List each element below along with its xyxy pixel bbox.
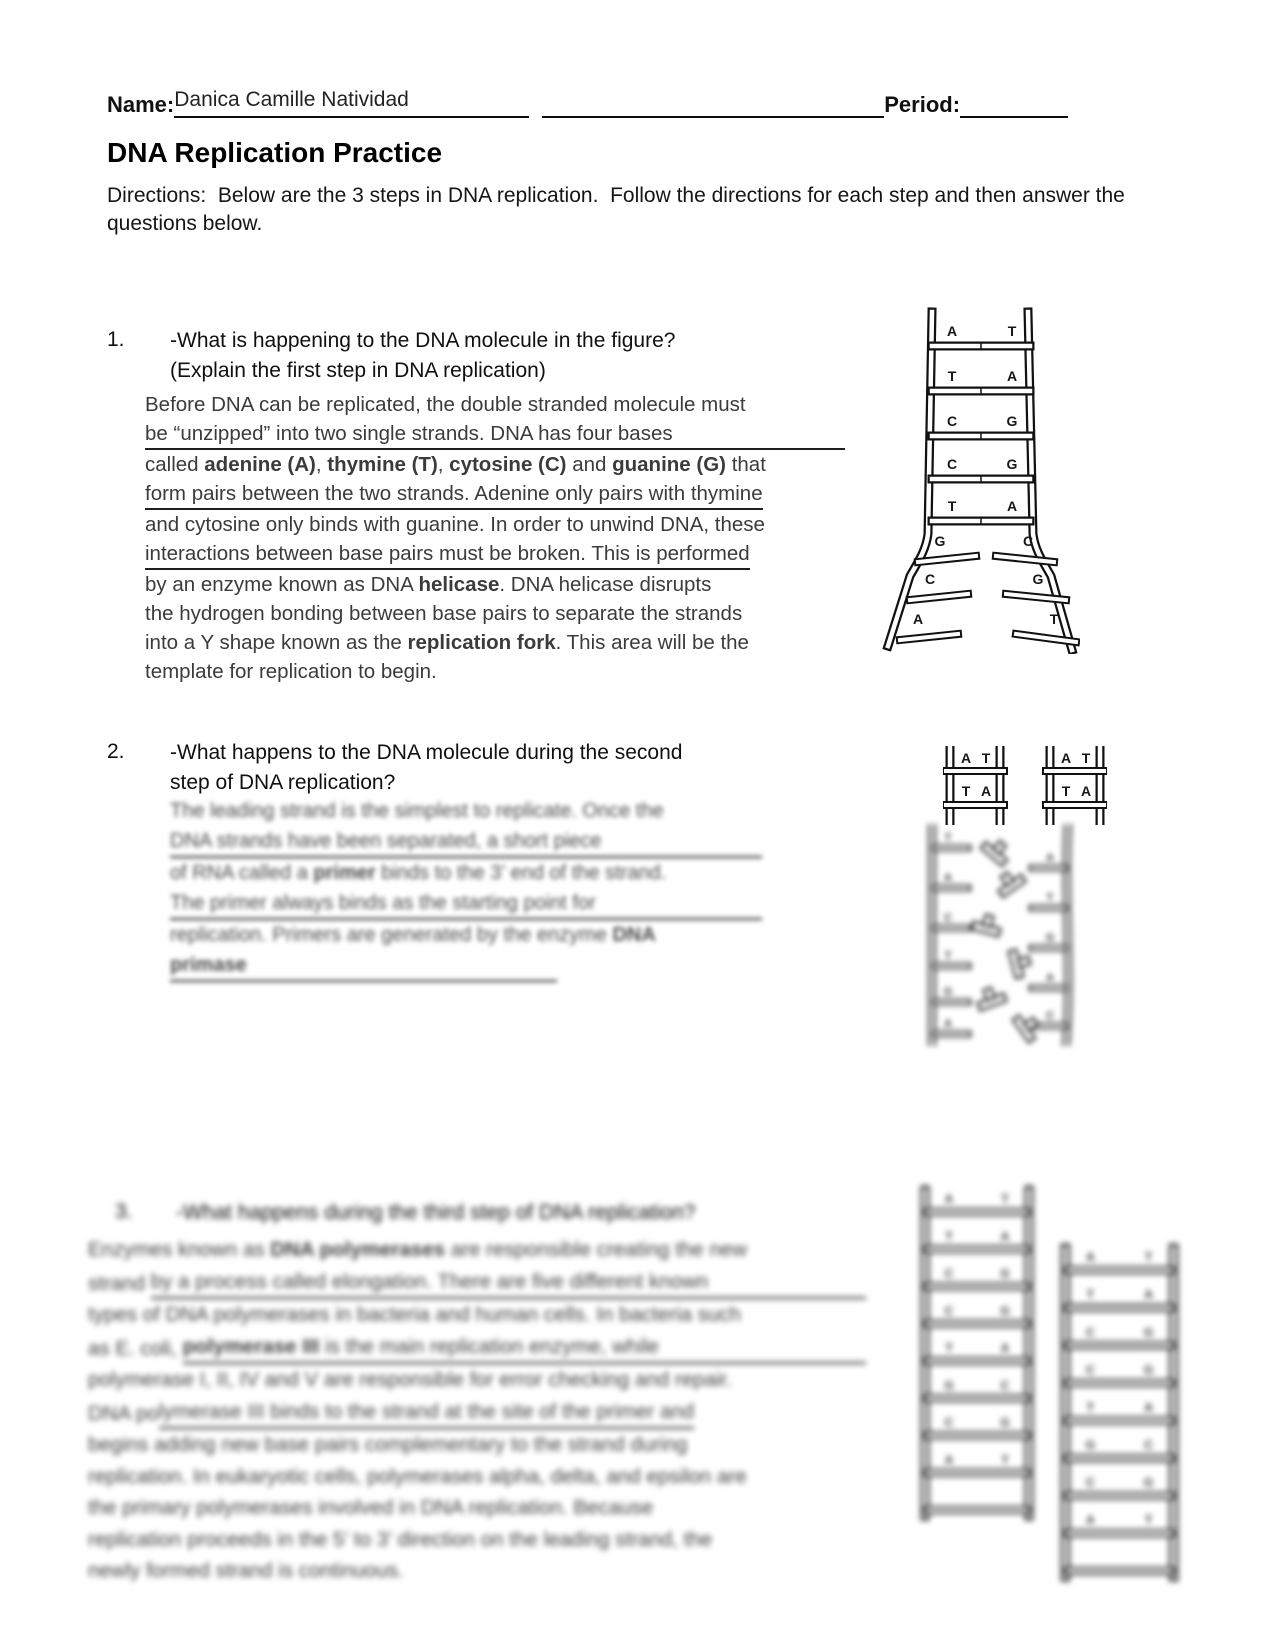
q3-question: -What happens during the third step of DNA replication? [176,1201,696,1224]
svg-text:G: G [1143,1325,1154,1340]
svg-text:T: T [1144,1250,1153,1265]
svg-text:G: G [1032,571,1044,587]
svg-text:C: C [1022,533,1034,549]
svg-text:G: G [934,533,946,549]
svg-text:A: A [912,611,924,627]
svg-text:A: A [980,783,992,799]
figure-separated-strands-blurred [924,824,1076,1046]
svg-text:T: T [1049,611,1059,627]
svg-text:A: A [1080,783,1092,799]
svg-text:A: A [1085,1250,1095,1265]
svg-text:A: A [946,323,958,339]
q3-number: 3. [115,1200,133,1223]
q1-question: -What is happening to the DNA molecule in the figure? (Explain the first step in DNA replication) [170,329,676,382]
svg-text:A: A [1006,498,1018,514]
figure-dna-ladder-right-blurred [1055,1242,1185,1582]
svg-text:T: T [1007,323,1017,339]
svg-text:C: C [944,1266,954,1281]
svg-text:T: T [1086,1400,1095,1415]
svg-text:T: T [1144,1513,1153,1528]
svg-text:G: G [1045,932,1055,944]
svg-text:C: C [944,912,952,924]
svg-text:A: A [1060,750,1072,766]
svg-text:T: T [1001,1192,1009,1206]
svg-text:G: G [1000,1303,1010,1318]
svg-text:A: A [944,1192,954,1206]
svg-text:T: T [947,368,957,384]
svg-text:A: A [1000,1341,1010,1355]
svg-text:A: A [1085,1513,1095,1528]
svg-text:G: G [1000,1415,1010,1430]
q1-answer: Before DNA can be replicated, the double stranded molecule must be “unzipped” into two single strands. DNA has four bases called adenine (A) , thymine (T) , cytosine (C) and guanine (G) that form pairs between the two strands. Adenine only pairs with thymine and cytosine only binds with guanine. In order to unwind DNA, these interactions between base pairs must be broken. This is performed by an enzyme known as DNA helicase . DNA helicase disrupts the hydrogen bonding between base pairs to separate the strands into a Y shape known as the replication fork . This area will be the template for replication to begin. [145,390,845,686]
svg-text:G: G [1143,1363,1154,1377]
svg-text:T: T [1061,783,1071,799]
q2-answer-blurred: The leading strand is the simplest to replicate. Once the DNA strands have been separated, a short piece of RNA called a primer binds to the 3’ end of the strand. The primer always binds as the starting point for replication. Primers are generated by the enzyme DNA primase [170,796,762,982]
svg-text:A: A [1006,368,1018,384]
svg-text:T: T [1046,892,1054,904]
svg-text:C: C [1085,1363,1095,1377]
svg-text:A: A [960,750,972,766]
svg-text:G: G [943,986,953,998]
svg-text:C: C [1085,1475,1095,1490]
svg-text:C: C [946,456,958,472]
svg-text:G: G [1085,1438,1096,1453]
svg-text:T: T [981,750,991,766]
svg-text:A: A [1000,1229,1010,1244]
svg-text:C: C [1046,1010,1054,1022]
svg-text:A: A [1144,1287,1154,1302]
svg-text:A: A [1046,972,1054,984]
svg-text:T: T [945,1341,953,1355]
q2-number: 2. [107,740,125,763]
q3-answer: Enzymes known as DNA polymerases are responsible creating the new strand by a process called elongation. There are five different known types of DNA polymerases in bacteria and human cells. In bacteria such as E. coli, polymerase III is the main replication enzyme, while polymerase I, II, IV and V are responsible for error checking and repair. DNA po lymerase III binds to the strand at the site of the primer and begins adding new base pairs complementary to the strand during replication. In eukaryotic cells, polymerases alpha, delta, and epsilon are the primary polymerases involved in DNA replication. Because replication proceeds in the 5’ to 3’ direction on the leading strand, the newly formed strand is continuous. [88,1234,866,1587]
svg-text:T: T [1001,1452,1009,1467]
svg-text:A: A [944,1452,954,1467]
q1-number: 1. [107,328,125,351]
svg-text:G: G [1006,456,1018,472]
svg-text:G: G [944,1378,954,1393]
svg-text:C: C [944,1303,954,1318]
q2-question: -What happens to the DNA molecule during the second step of DNA replication? [170,741,683,794]
svg-text:T: T [947,498,957,514]
page-title: DNA Replication Practice [107,137,443,168]
name-label: Name: [107,92,175,117]
svg-text:A: A [944,1018,952,1030]
svg-text:T: T [1086,1287,1095,1302]
svg-text:C: C [1144,1438,1154,1453]
figure-dna-ladder-left-blurred [915,1184,1040,1521]
svg-text:G: G [1143,1475,1154,1490]
svg-text:C: C [1000,1378,1010,1393]
svg-text:T: T [1081,750,1091,766]
q3-block-blurred [88,1198,866,1587]
name-blank-line [542,88,884,118]
directions-text: Directions: Below are the 3 steps in DNA replication. Follow the directions for each step and then answer the questions below. [107,184,1131,235]
svg-text:T: T [944,950,952,962]
svg-text:A: A [944,872,952,884]
svg-text:A: A [1144,1400,1154,1415]
figure-strand-tops [943,746,1107,825]
name-value-field: Danica Camille Natividad [174,88,529,118]
svg-text:T: T [961,783,971,799]
svg-text:C: C [946,413,958,429]
figure-replication-fork [880,302,1080,654]
svg-text:C: C [924,571,936,587]
svg-text:T: T [944,832,952,844]
svg-text:T: T [945,1229,953,1244]
svg-text:A: A [1046,852,1054,864]
period-label: Period: [884,92,961,117]
svg-text:G: G [1000,1266,1010,1281]
header-row [107,88,1167,118]
period-blank-line [960,88,1068,118]
svg-text:C: C [1085,1325,1095,1340]
svg-text:G: G [1006,413,1018,429]
svg-text:C: C [944,1415,954,1430]
